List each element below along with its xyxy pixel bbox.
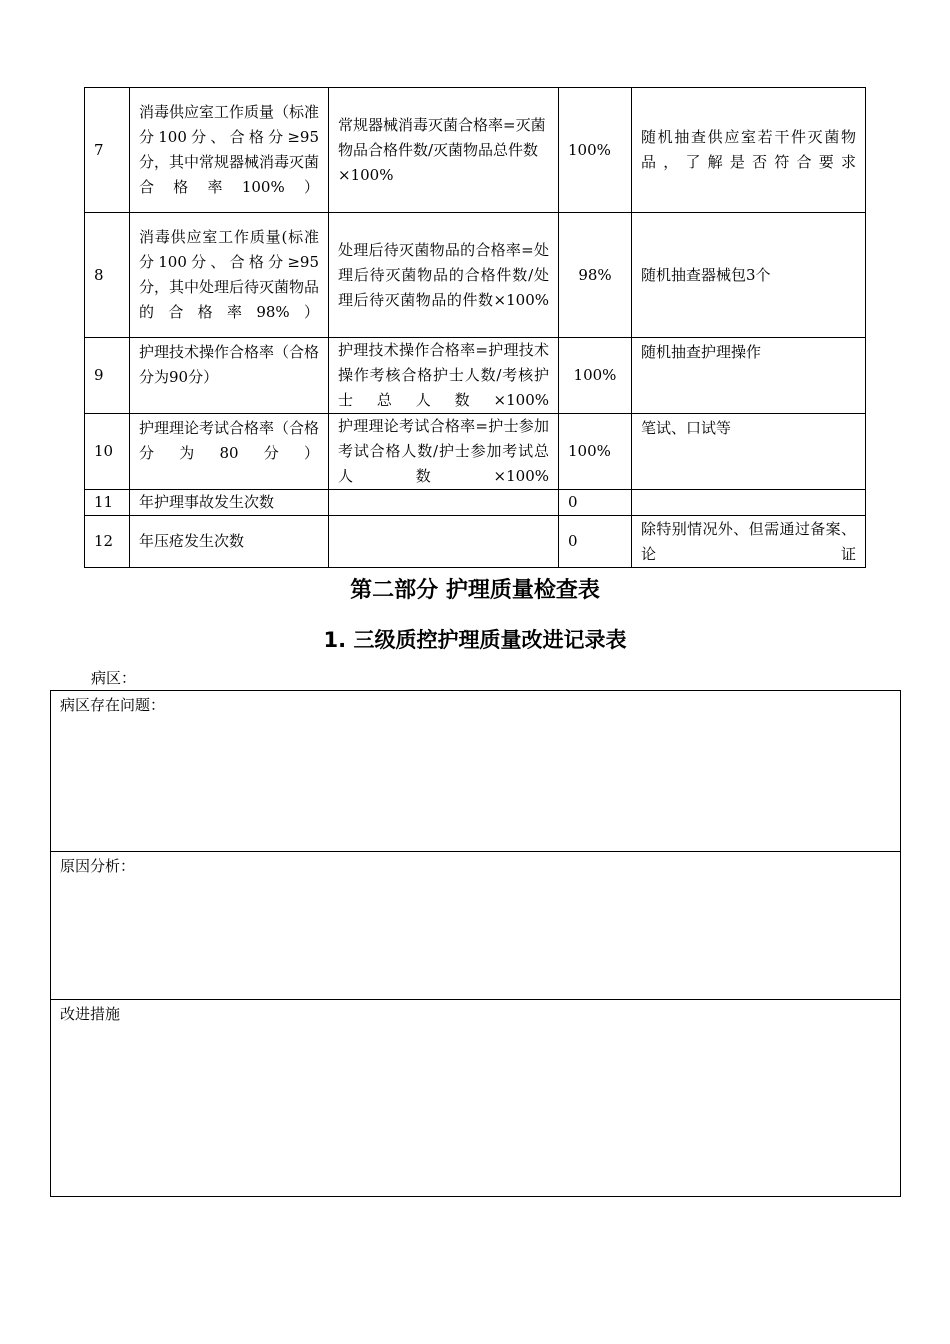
part-heading: 第二部分 护理质量检查表 bbox=[350, 578, 600, 603]
calculation-formula: 常规器械消毒灭菌合格率=灭菌物品合格件数/灭菌物品总件数×100% bbox=[329, 88, 559, 213]
problems-section[interactable] bbox=[51, 691, 900, 852]
quality-criteria-table bbox=[84, 87, 866, 568]
table-row bbox=[85, 516, 866, 568]
improvement-measures-section[interactable] bbox=[51, 1000, 900, 1196]
improvement-record-form bbox=[50, 690, 901, 1197]
target-value: 100% bbox=[559, 414, 632, 490]
row-number: 8 bbox=[85, 213, 130, 338]
table-row bbox=[85, 213, 866, 338]
row-number: 11 bbox=[85, 490, 130, 516]
table-row bbox=[85, 490, 866, 516]
target-value: 98% bbox=[559, 213, 632, 338]
indicator-item: 护理理论考试合格率（合格分为80分） bbox=[130, 414, 329, 490]
check-method: 随机抽查供应室若干件灭菌物品，了解是否符合要求 bbox=[632, 88, 866, 213]
problems-label: 病区存在问题： bbox=[60, 696, 166, 714]
indicator-item: 消毒供应室工作质量(标准分100分、合格分≥95分，其中处理后待灭菌物品的合格率98%） bbox=[130, 213, 329, 338]
target-value: 100% bbox=[559, 88, 632, 213]
check-method bbox=[632, 490, 866, 516]
indicator-item: 消毒供应室工作质量（标准分100分、合格分≥95分，其中常规器械消毒灭菌合格率100%） bbox=[130, 88, 329, 213]
calculation-formula: 护理技术操作合格率=护理技术操作考核合格护士人数/考核护士总人数×100% bbox=[329, 338, 559, 414]
target-value: 0 bbox=[559, 490, 632, 516]
target-value: 100% bbox=[559, 338, 632, 414]
indicator-item: 护理技术操作合格率（合格分为90分） bbox=[130, 338, 329, 414]
form-heading: 1. 三级质控护理质量改进记录表 bbox=[323, 628, 627, 652]
ward-label: 病区： bbox=[91, 669, 137, 687]
check-method: 除特别情况外、但需通过备案、论证 bbox=[632, 516, 866, 568]
calculation-formula: 处理后待灭菌物品的合格率=处理后待灭菌物品的合格件数/处理后待灭菌物品的件数×100% bbox=[329, 213, 559, 338]
calculation-formula bbox=[329, 490, 559, 516]
table-row bbox=[85, 88, 866, 213]
check-method: 随机抽查器械包3个 bbox=[632, 213, 866, 338]
table-row bbox=[85, 338, 866, 414]
row-number: 7 bbox=[85, 88, 130, 213]
table-row bbox=[85, 414, 866, 490]
calculation-formula bbox=[329, 516, 559, 568]
cause-analysis-section[interactable] bbox=[51, 852, 900, 1000]
cause-analysis-label: 原因分析： bbox=[60, 857, 136, 875]
improvement-measures-label: 改进措施 bbox=[60, 1005, 121, 1023]
row-number: 12 bbox=[85, 516, 130, 568]
row-number: 10 bbox=[85, 414, 130, 490]
check-method: 笔试、口试等 bbox=[632, 414, 866, 490]
indicator-item: 年压疮发生次数 bbox=[130, 516, 329, 568]
calculation-formula: 护理理论考试合格率=护士参加考试合格人数/护士参加考试总人数×100% bbox=[329, 414, 559, 490]
target-value: 0 bbox=[559, 516, 632, 568]
check-method: 随机抽查护理操作 bbox=[632, 338, 866, 414]
row-number: 9 bbox=[85, 338, 130, 414]
indicator-item: 年护理事故发生次数 bbox=[130, 490, 329, 516]
